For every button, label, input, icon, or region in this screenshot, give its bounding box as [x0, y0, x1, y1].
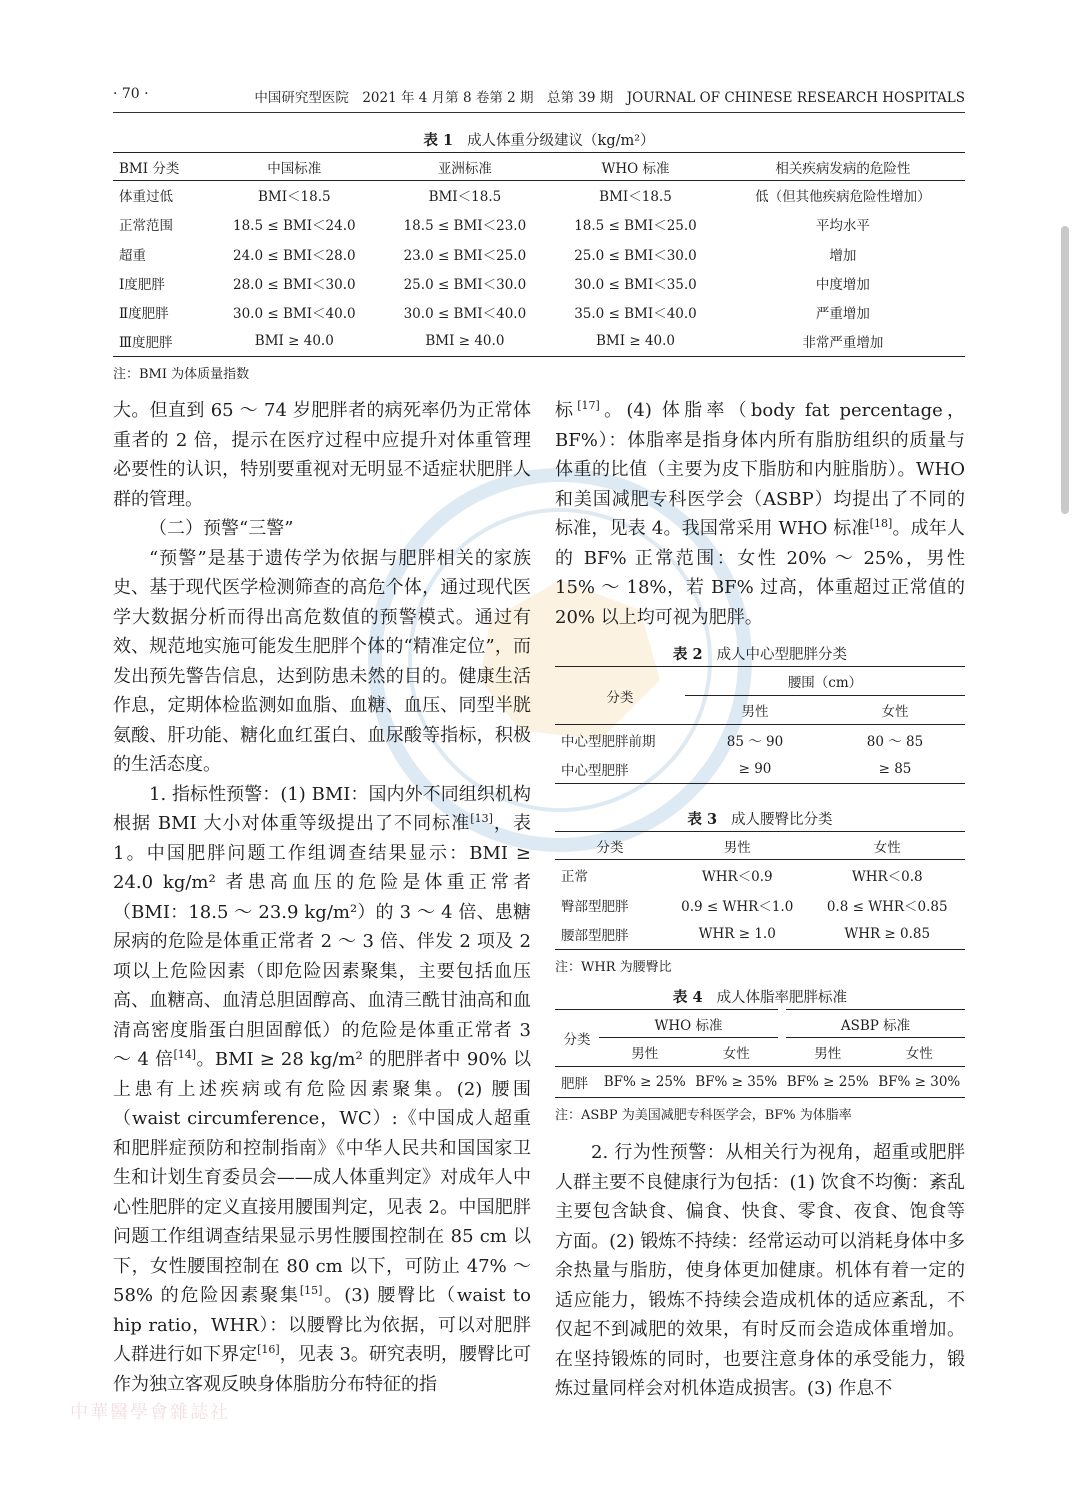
table-4-note: 注：ASBP 为美国减肥专科医学会，BF% 为体脂率	[555, 1108, 852, 1123]
table-row	[113, 327, 965, 356]
citation: [15]	[299, 1284, 323, 1297]
table-cell: 非常严重增加	[802, 335, 884, 352]
citation: [16]	[257, 1343, 280, 1356]
table-cell: BMI ≥ 40.0	[425, 333, 505, 350]
table-3-header-row	[555, 832, 965, 860]
table-3-caption: 成人腰臀比分类	[731, 812, 833, 828]
table-cell: 腰部型肥胖	[561, 928, 629, 945]
text-run: 标	[555, 400, 578, 421]
table-3-label: 表 3	[687, 811, 718, 828]
table-header-cell: 男性	[814, 1046, 842, 1062]
table-cell: BMI ≥ 40.0	[254, 333, 334, 350]
page-number: · 70 ·	[113, 86, 149, 102]
table-header-cell: 中国标准	[267, 160, 322, 177]
text-run: ，表 1。中国肥胖问题工作组调查结果显示：BMI ≥ 24.0 kg/m² 者患高血压的危险是体重正常者（BMI：18.5 ～ 23.9 kg/m²）的 3 ～ 4 倍、患糖尿病的危险是体重正常者 2 ～ 3 倍、伴发 2 项及 2 项以上危险因素（即危险因素聚集，主要包括血压高、血糖高、血清总胆固醇高、血清三酰甘油高和血清高密度脂蛋白胆固醇低）的危险是体重正常者 3 ～ 4 倍	[113, 813, 531, 1070]
table-cell: BF% ≥ 30%	[878, 1074, 961, 1090]
table-cell: 35.0 ≤ BMI＜40.0	[574, 306, 697, 323]
table-cell: WHR＜0.8	[851, 868, 923, 885]
table-row	[555, 1067, 965, 1098]
right-column-bottom	[555, 1138, 965, 1404]
table-cell: 中度增加	[815, 277, 870, 294]
table-1-note: 注：BMI 为体质量指数	[113, 366, 250, 382]
table-cell: 28.0 ≤ BMI＜30.0	[233, 277, 356, 294]
table-cell: 0.8 ≤ WHR＜0.85	[826, 898, 948, 915]
table-row	[113, 210, 965, 239]
table-header-cell: 腰围（cm）	[685, 667, 965, 696]
table-cell: WHR ≥ 1.0	[698, 926, 776, 943]
table-cell: WHR＜0.9	[701, 868, 773, 885]
table-cell: 中心型肥胖前期	[561, 734, 656, 751]
table-cell: 体重过低	[119, 189, 173, 206]
text-run: 1. 指标性预警：(1) BMI：国内外不同组织机构根据 BMI 大小对体重等级提出了不同标准	[113, 783, 531, 834]
table-1-caption: 成人体重分级建议（kg/m²）	[467, 133, 655, 149]
table-cell: Ⅰ度肥胖	[119, 277, 165, 294]
table-2-title	[555, 644, 965, 666]
vertical-scrollbar[interactable]	[1061, 226, 1069, 514]
text-run: 。(4) 体脂率（body fat percentage，BF%）：体脂率是指身体内所有脂肪组织的质量与体重的比值（主要为皮下脂肪和内脏脂肪）。WHO 和美国减肥专科医学会（ASBP）均提出了不同的标准，见表 4。我国常采用 WHO 标准	[555, 400, 966, 539]
table-cell: 平均水平	[815, 218, 870, 235]
citation: [14]	[173, 1048, 197, 1061]
table-cell: Ⅱ度肥胖	[119, 306, 169, 323]
table-row	[555, 860, 965, 890]
table-4	[555, 987, 965, 1123]
table-cell: 25.0 ≤ BMI＜30.0	[574, 247, 697, 264]
table-3-note: 注：WHR 为腰臀比	[555, 960, 672, 975]
table-2-caption: 成人中心型肥胖分类	[716, 647, 848, 663]
text-run: ，见表 3。研究表明，腰臀比可作为独立客观反映身体脂肪分布特征的指	[113, 1344, 531, 1395]
header-rule	[113, 112, 965, 113]
table-header-cell: 分类	[596, 839, 624, 856]
table-cell: 严重增加	[815, 306, 870, 323]
table-header-cell: WHO 标准	[601, 160, 670, 177]
paragraph: “预警”是基于遗传学为依据与肥胖相关的家族史、基于现代医学检测筛查的高危个体，通过现代医学大数据分析而得出高危数值的预警模式。通过有效、规范地实施可能发生肥胖个体的“精准定位”，而发出预先警告信息，达到防患未然的目的。健康生活作息，定期体检监测如血脂、血糖、血压、同型半胱氨酸、肝功能、糖化血红蛋白、血尿酸等指标，积极的生活态度。	[113, 547, 531, 775]
table-cell: 25.0 ≤ BMI＜30.0	[403, 277, 527, 294]
table-4-caption: 成人体脂率肥胖标准	[716, 990, 848, 1006]
table-header-cell: 女性	[881, 704, 909, 720]
table-cell: BF% ≥ 35%	[695, 1074, 778, 1090]
table-1-title	[113, 130, 965, 152]
table-cell: 23.0 ≤ BMI＜25.0	[403, 247, 527, 264]
citation: [13]	[470, 812, 493, 825]
table-header-cell: 女性	[905, 1046, 933, 1062]
table-header-cell: 男性	[723, 839, 751, 856]
table-cell: 30.0 ≤ BMI＜40.0	[233, 306, 356, 323]
table-cell: 30.0 ≤ BMI＜35.0	[574, 277, 697, 294]
journal-info: 中国研究型医院 2021 年 4 月第 8 卷第 2 期 总第 39 期 JOURNAL OF CHINESE RESEARCH HOSPITALS	[254, 90, 965, 106]
table-cell: 85 ～ 90	[726, 734, 784, 751]
table-1-header-row	[113, 153, 965, 181]
table-cell: 24.0 ≤ BMI＜28.0	[233, 247, 356, 264]
table-4-title	[555, 987, 965, 1009]
table-cell: WHR ≥ 0.85	[844, 926, 931, 943]
table-row	[555, 920, 965, 950]
table-cell: BMI＜18.5	[599, 189, 672, 206]
table-cell: 臀部型肥胖	[561, 898, 629, 915]
table-cell: Ⅲ度肥胖	[119, 335, 173, 352]
table-cell: 18.5 ≤ BMI＜25.0	[574, 218, 697, 235]
table-row	[113, 298, 965, 327]
table-header-cell: 女性	[722, 1046, 750, 1062]
citation: [18]	[869, 517, 893, 530]
table-header-cell: 分类	[555, 667, 685, 725]
table-header-cell: ASBP 标准	[782, 1010, 965, 1038]
table-cell: 18.5 ≤ BMI＜24.0	[233, 218, 356, 235]
text-run: 。成年人的 BF% 正常范围：女性 20% ～ 25%，男性 15% ～ 18%，若 BF% 过高，体重超过正常值的 20% 以上均可视为肥胖。	[555, 518, 965, 628]
table-3	[555, 809, 965, 975]
table-cell: BMI ≥ 40.0	[595, 333, 675, 350]
section-heading: （二）预警“三警”	[149, 518, 294, 539]
table-cell: 30.0 ≤ BMI＜40.0	[403, 306, 527, 323]
table-cell: ≥ 90	[738, 761, 772, 778]
paragraph	[555, 396, 965, 632]
table-3-title	[555, 809, 965, 831]
table-cell: ≥ 85	[878, 761, 912, 778]
table-cell: 中心型肥胖	[561, 763, 629, 780]
right-column-top	[555, 396, 965, 632]
table-cell: 正常范围	[119, 218, 173, 235]
table-header-cell: 男性	[741, 704, 769, 720]
table-2-label: 表 2	[672, 646, 703, 663]
table-row	[113, 239, 965, 268]
table-row	[555, 725, 965, 756]
table-1-label: 表 1	[423, 132, 454, 149]
table-4-label: 表 4	[672, 989, 703, 1006]
paragraph: 2. 行为性预警：从相关行为视角，超重或肥胖人群主要不良健康行为包括：(1) 饮食不均衡：紊乱主要包含缺食、偏食、快食、零食、夜食、饱食等方面。(2) 锻炼不持续：经常运动可以消耗身体中多余热量与脂肪，使身体更加健康。机体有着一定的适应能力，锻炼不持续会造成机体的适应紊乱，不仅起不到减肥的效果，有时反而会造成体重增加。在坚持锻炼的同时，也要注意身体的承受能力，锻炼过量同样会对机体造成损害。(3) 作息不	[555, 1142, 965, 1399]
table-cell: 0.9 ≤ WHR＜1.0	[681, 898, 794, 915]
table-row	[555, 756, 965, 784]
text-run: 。BMI ≥ 28 kg/m² 的肥胖者中 90% 以上患有上述疾病或有危险因素聚集。(2) 腰围（waist circumference，WC）:《中国成人超重和肥胖症预防和控制指南》《中华人民共和国国家卫生和计划生育委员会——成人体重判定》对成年人中心性肥胖的定义直接用腰围判定，见表 2。中国肥胖问题工作组调查结果显示男性腰围控制在 85 cm 以下，女性腰围控制在 80 cm 以下，可防止 47% ～ 58% 的危险因素聚集	[113, 1049, 531, 1306]
table-header-cell: 亚洲标准	[437, 160, 492, 177]
table-row	[113, 181, 965, 210]
table-header-cell: 女性	[873, 839, 901, 856]
table-cell: 18.5 ≤ BMI＜23.0	[403, 218, 527, 235]
publisher-watermark: 中華醫學會雜誌社	[70, 1402, 230, 1423]
table-row	[113, 268, 965, 297]
table-cell: 肥胖	[561, 1076, 588, 1092]
table-row	[555, 890, 965, 920]
table-cell: BMI＜18.5	[428, 189, 502, 206]
table-cell: 80 ～ 85	[866, 734, 924, 751]
table-2	[555, 644, 965, 784]
table-cell: 低（但其他疾病危险性增加）	[755, 189, 931, 206]
table-cell: BMI＜18.5	[257, 189, 331, 206]
table-cell: 超重	[119, 247, 146, 264]
table-1	[113, 130, 965, 382]
table-header-cell: 男性	[631, 1046, 659, 1062]
table-cell: BF% ≥ 25%	[786, 1074, 869, 1090]
table-header-cell: WHO 标准	[599, 1010, 782, 1038]
text-run: 。(3) 腰臀比（waist to hip ratio，WHR）：以腰臀比为依据，可以对肥胖人群进行如下界定	[113, 1285, 531, 1365]
table-cell: BF% ≥ 25%	[603, 1074, 686, 1090]
table-header-cell: BMI 分类	[119, 160, 180, 177]
citation: [17]	[577, 399, 600, 412]
table-header-cell: 分类	[555, 1010, 599, 1067]
paragraph	[113, 780, 531, 1400]
table-cell: 增加	[829, 247, 857, 264]
left-column	[113, 396, 531, 1399]
paragraph: 大。但直到 65 ～ 74 岁肥胖者的病死率仍为正常体重者的 2 倍，提示在医疗过程中应提升对体重管理必要性的认识，特别要重视对无明显不适症状肥胖人群的管理。	[113, 400, 531, 510]
table-header-cell: 相关疾病发病的危险性	[775, 160, 911, 177]
table-cell: 正常	[561, 868, 588, 885]
